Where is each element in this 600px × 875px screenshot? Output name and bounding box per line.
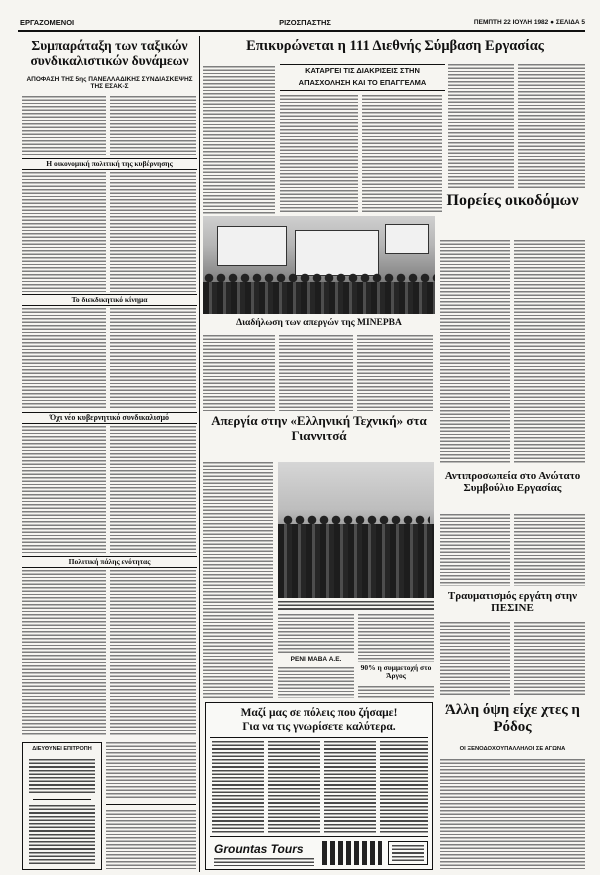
section-heading-no-new-unionism: Όχι νέο κυβερνητικό συνδικαλισμό <box>22 412 197 424</box>
giannitsa-article-title: Απεργία στην «Ελληνική Τεχνική» στα Γιαννιτσά <box>211 414 427 443</box>
masthead-label: ΡΙΖΟΣΠΑΣΤΗΣ <box>279 18 331 27</box>
argos-article-title: 90% η συμμετοχή στο Άργος <box>360 664 432 681</box>
ad-headline-2: Για να τις γνωρίσετε καλύτερα. <box>242 721 396 733</box>
body-text-column <box>22 308 106 410</box>
section-heading-unity-policy: Πολιτική πάλης ενότητας <box>22 556 197 568</box>
ad-headline-1: Μαζί μας σε πόλεις που ζήσαμε! <box>240 707 398 719</box>
notice-text <box>106 742 196 800</box>
body-text-column <box>278 614 354 654</box>
left-article-title: Συμπαράταξη των ταξικών συνδικαλιστικών δυνάμεων <box>30 38 189 69</box>
travel-advertisement <box>205 702 433 870</box>
section-heading-economic-policy: Η οικονομική πολιτική της κυβέρνησης <box>22 158 197 170</box>
ad-contact-text <box>214 858 314 866</box>
imprint-title: ΔΙΕΥΘΥΝΕΙ ΕΠΙΤΡΟΠΗ <box>32 746 92 752</box>
ilo-article-deck: ΚΑΤΑΡΓΕΙ ΤΙΣ ΔΙΑΚΡΙΣΕΙΣ ΣΤΗΝ ΑΠΑΣΧΟΛΗΣΗ ΚΑΙ ΤΟ ΕΠΑΓΓΕΛΜΑ <box>280 64 445 91</box>
body-text-column <box>357 335 433 411</box>
labour-council-article-title: Αντιπροσωπεία στο Ανώτατο Συμβούλιο Εργασίας <box>444 470 581 495</box>
notice-divider <box>106 804 196 805</box>
body-text-column <box>440 240 510 464</box>
imprint-box <box>22 742 102 870</box>
imprint-text <box>29 805 95 865</box>
body-text-column <box>110 426 196 554</box>
ad-figures-graphic <box>322 841 382 865</box>
body-text-column <box>440 759 585 870</box>
body-text-column <box>358 686 434 698</box>
protest-banner <box>295 230 379 276</box>
body-text-column <box>22 96 106 156</box>
notice-text <box>106 810 196 870</box>
dateline: ΠΕΜΠΤΗ 22 ΙΟΥΛΗ 1982 ● ΣΕΛΙΔΑ 5 <box>473 19 585 26</box>
section-heading-claims-movement: Το διεκδικητικό κίνημα <box>22 294 197 306</box>
body-text-column <box>110 570 196 736</box>
column-rule <box>199 36 200 872</box>
body-text-column <box>278 667 354 698</box>
body-text-column <box>514 514 585 586</box>
ilo-article-title: Επικυρώνεται η 111 Διεθνής Σύμβαση Εργασίας <box>246 38 544 54</box>
ad-brand-logo: Grountas Tours <box>214 842 304 856</box>
photo-minerva-demonstration <box>203 216 435 314</box>
builders-article-title: Πορείες οικοδόμων <box>446 192 579 209</box>
body-text-column <box>22 172 106 292</box>
photo-strikers-group <box>278 462 434 598</box>
body-text-column <box>203 66 275 214</box>
body-text-column <box>279 335 353 411</box>
crowd <box>278 524 434 598</box>
body-text-column <box>440 622 510 696</box>
body-text-column <box>358 614 434 662</box>
body-text-column <box>110 172 196 292</box>
section-label: ΕΡΓΑΖΟΜΕΝΟΙ <box>20 18 75 27</box>
ad-tour-list <box>212 741 264 833</box>
ad-divider <box>210 737 428 738</box>
ad-tour-list <box>324 741 376 833</box>
body-text-column <box>203 462 273 698</box>
protest-banner <box>385 224 429 254</box>
ad-divider <box>210 836 428 837</box>
body-text-column <box>110 308 196 410</box>
left-article-subtitle: ΑΠΟΦΑΣΗ ΤΗΣ 5ης ΠΑΝΕΛΛΑΔΙΚΗΣ ΣΥΝΔΙΑΣΚΕΨΗΣ ΤΗΣ ΕΣΑΚ-Σ <box>26 76 193 91</box>
body-text-column <box>110 96 196 156</box>
body-text-column <box>22 426 106 554</box>
body-text-column <box>514 622 585 696</box>
minerva-photo-caption: Διαδήλωση των απεργών της ΜΙΝΕΡΒΑ <box>236 318 402 328</box>
ad-tour-list <box>268 741 320 833</box>
body-text-column <box>22 570 106 736</box>
protest-banner <box>217 226 287 266</box>
ad-tour-list <box>380 741 428 833</box>
ad-agent-logo <box>388 841 428 865</box>
body-text-column <box>514 240 585 464</box>
body-text-column <box>203 335 275 411</box>
giannitsa-subhead: ΡΕΝΙ ΜΑΒΑ Α.Ε. <box>290 656 342 663</box>
ad-agent-text <box>392 845 424 861</box>
pesine-article-title: Τραυματισμός εργάτη στην ΠΕΣΙΝΕ <box>447 590 578 615</box>
body-text-column <box>518 64 585 188</box>
imprint-divider <box>33 799 91 800</box>
body-text-column <box>362 95 442 213</box>
crowd <box>203 282 435 314</box>
rhodes-article-subhead: ΟΙ ΞΕΝΟΔΟΧΟΫΠΑΛΛΗΛΟΙ ΣΕ ΑΓΩΝΑ <box>459 746 566 752</box>
body-text-column <box>280 95 358 213</box>
imprint-text <box>29 759 95 795</box>
header-rule <box>18 30 585 32</box>
body-text-column <box>448 64 514 188</box>
rhodes-article-title: Άλλη όψη είχε χτες η Ρόδος <box>445 702 580 735</box>
body-text-column <box>440 514 510 586</box>
group-photo-caption <box>278 601 434 610</box>
